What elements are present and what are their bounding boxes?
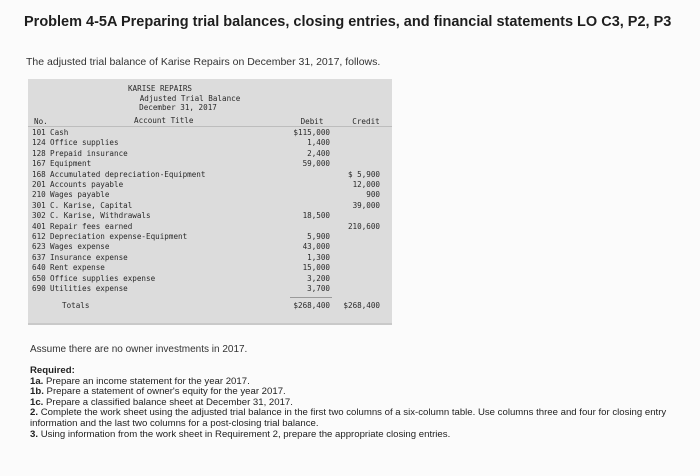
cell-debit: 5,900: [307, 232, 330, 241]
cell-no: 690: [32, 284, 46, 293]
column-header-no: No.: [34, 117, 48, 126]
table-row: [28, 190, 392, 200]
company-name: KARISE REPAIRS: [127, 84, 192, 93]
cell-no: 201: [32, 180, 46, 189]
cell-debit: 15,000: [302, 263, 330, 273]
cell-name: Utilities expense: [50, 284, 128, 293]
table-row: [28, 211, 392, 221]
cell-name: C. Karise, Capital: [50, 200, 133, 210]
cell-credit: 210,600: [347, 221, 380, 231]
table-row: [28, 159, 392, 169]
total-debit: $268,400: [293, 301, 330, 310]
cell-no: 612: [32, 232, 46, 241]
cell-no: 167: [32, 159, 46, 169]
table-row: [28, 232, 392, 242]
intro-text: The adjusted trial balance of Karise Repairs on December 31, 2017, follows.: [26, 56, 381, 68]
totals-row: [28, 301, 392, 311]
cell-name: Office supplies: [50, 138, 119, 148]
report-date: December 31, 2017: [139, 103, 217, 112]
table-row: [28, 274, 392, 284]
requirement-label: 1a.: [30, 375, 44, 387]
requirement-label: 1b.: [30, 386, 44, 398]
header-rule: [28, 126, 392, 127]
cell-debit: 1,400: [307, 138, 330, 148]
assumption-text: Assume there are no owner investments in 2017.: [30, 344, 248, 355]
cell-debit: 2,400: [307, 148, 330, 158]
cell-credit: $ 5,900: [347, 169, 380, 179]
requirement-label: 3.: [30, 428, 39, 440]
cell-name: Office supplies expense: [50, 273, 156, 283]
cell-name: Cash: [50, 128, 69, 137]
column-header-account: Account Title: [134, 116, 194, 125]
debit-total-rule: [290, 297, 332, 298]
cell-no: 623: [32, 242, 46, 252]
cell-name: Rent expense: [50, 263, 105, 273]
table-row: [28, 222, 392, 232]
cell-no: 301: [32, 200, 46, 210]
cell-no: 637: [32, 252, 46, 262]
required-heading: Required:: [30, 365, 75, 376]
requirement-text: Using information from the work sheet in Requirement 2, prepare the appropriate closing entries.: [40, 428, 451, 440]
table-row: [28, 128, 392, 138]
cell-no: 101: [32, 128, 46, 137]
table-row: [28, 201, 392, 211]
cell-debit: 3,700: [307, 284, 330, 293]
cell-debit: 43,000: [302, 242, 330, 252]
requirement-label: 1c.: [30, 396, 44, 408]
cell-name: Depreciation expense-Equipment: [50, 232, 188, 241]
cell-no: 302: [32, 211, 46, 221]
cell-no: 401: [32, 221, 46, 231]
table-row: [28, 180, 392, 190]
cell-name: Wages payable: [50, 190, 110, 200]
problem-title: Problem 4-5A Preparing trial balances, closing entries, and financial statements LO C3, P2, P3: [24, 14, 672, 30]
cell-name: Accounts payable: [50, 180, 124, 189]
cell-name: Wages expense: [50, 242, 110, 252]
total-credit: $268,400: [343, 301, 380, 310]
cell-no: 210: [32, 190, 46, 200]
table-row: [28, 242, 392, 252]
cell-name: Equipment: [50, 159, 92, 169]
requirement-item: [30, 408, 695, 429]
requirements-section: [30, 366, 695, 440]
cell-no: 168: [32, 169, 46, 179]
cell-debit: 18,500: [302, 211, 330, 221]
column-header-debit: Debit: [300, 117, 324, 126]
requirement-text: Prepare an income statement for the year 2017.: [46, 375, 250, 387]
table-row: [28, 253, 392, 263]
requirement-label: 2.: [30, 407, 39, 419]
totals-label: Totals: [62, 301, 90, 310]
cell-name: Repair fees earned: [50, 221, 133, 231]
report-name: Adjusted Trial Balance: [139, 94, 241, 103]
cell-name: Insurance expense: [50, 252, 128, 262]
requirement-text: Complete the work sheet using the adjusted trial balance in the first two columns of a six-column table. Use columns three and four for closing entry information and the last two columns for a post-closing trial balance.: [30, 407, 667, 429]
table-row: [28, 149, 392, 159]
trial-balance-table: [28, 79, 392, 325]
cell-no: 124: [32, 138, 46, 148]
cell-name: Accumulated depreciation-Equipment: [50, 169, 206, 179]
table-row: [28, 138, 392, 148]
column-header-credit: Credit: [352, 117, 380, 126]
table-row: [28, 170, 392, 180]
cell-name: Prepaid insurance: [50, 148, 128, 158]
cell-no: 640: [32, 263, 46, 273]
cell-no: 128: [32, 148, 46, 158]
cell-credit: 900: [366, 190, 380, 200]
cell-debit: 1,300: [307, 252, 330, 262]
cell-no: 650: [32, 273, 46, 283]
table-row: [28, 263, 392, 273]
table-row: [28, 284, 392, 294]
cell-credit: 12,000: [352, 180, 380, 189]
cell-credit: 39,000: [352, 200, 380, 210]
cell-debit: $115,000: [293, 128, 330, 137]
requirement-text: Prepare a classified balance sheet at December 31, 2017.: [46, 396, 293, 408]
requirements-list: [30, 377, 695, 441]
cell-debit: 3,200: [307, 273, 330, 283]
cell-name: C. Karise, Withdrawals: [50, 211, 151, 221]
requirement-item: [30, 430, 695, 441]
cell-debit: 59,000: [302, 159, 330, 169]
requirement-text: Prepare a statement of owner's equity for the year 2017.: [46, 386, 286, 398]
